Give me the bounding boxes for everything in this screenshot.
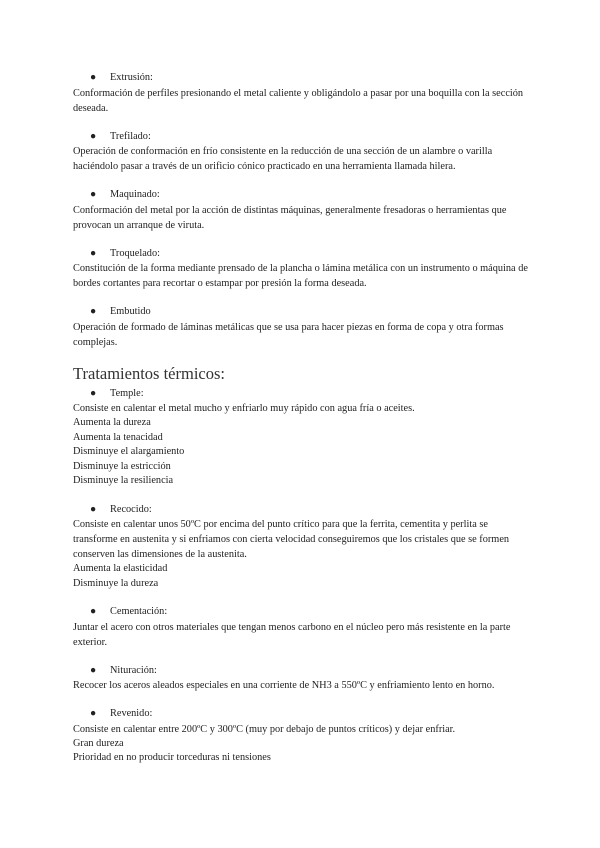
item-description: Recocer los aceros aleados especiales en una corriente de NH3 a 550ºC y enfriamiento lento en horno.	[73, 680, 495, 691]
effect-line: Gran dureza	[73, 737, 124, 749]
bullet-item	[73, 605, 533, 620]
bullet-item	[73, 305, 533, 320]
bullet-icon: ●	[90, 606, 97, 617]
process-extrusion	[73, 71, 533, 116]
item-title: Recocido:	[110, 503, 152, 515]
bullet-icon: ●	[90, 72, 97, 83]
process-trefilado	[73, 130, 533, 175]
item-title: Maquinado:	[110, 189, 160, 200]
item-description: Consiste en calentar el metal mucho y enfriarlo muy rápido con agua fría o aceites.	[73, 403, 415, 414]
treatment-nituracion	[73, 664, 533, 694]
item-description: Consiste en calentar entre 200ºC y 300ºC (muy por debajo de puntos críticos) y dejar enfriar.	[73, 723, 456, 735]
item-description: Conformación de perfiles presionando el metal caliente y obligándolo a pasar por una boquilla con la sección deseada.	[73, 87, 524, 114]
item-title: Trefilado:	[110, 130, 151, 142]
bullet-item	[73, 503, 533, 518]
bullet-item	[73, 130, 533, 145]
bullet-icon: ●	[90, 708, 97, 719]
process-troquelado	[73, 247, 533, 292]
treatment-temple	[73, 387, 533, 489]
treatment-recocido	[73, 503, 533, 592]
item-title: Temple:	[110, 387, 144, 399]
section-heading: Tratamientos térmicos:	[73, 363, 225, 383]
bullet-icon: ●	[90, 189, 97, 200]
effect-line: Prioridad en no producir torceduras ni tensiones	[73, 752, 271, 763]
item-title: Embutido	[110, 306, 151, 317]
effect-line: Aumenta la dureza	[73, 417, 151, 428]
item-title: Revenido:	[110, 708, 153, 719]
item-title: Cementación:	[110, 606, 168, 617]
bullet-icon: ●	[90, 130, 97, 142]
item-description: Operación de conformación en frío consistente en la reducción de una sección de un alambre o varilla haciéndolo pasar a través de un orificio cónico practicado en una herramienta llamada hilera.	[73, 146, 493, 172]
item-title: Troquelado:	[110, 247, 160, 259]
bullet-item	[73, 71, 533, 86]
document-content	[73, 71, 533, 780]
effect-line: Disminuye la dureza	[73, 577, 159, 589]
effect-line: Aumenta la tenacidad	[73, 431, 163, 443]
effect-line: Disminuye la resiliencia	[73, 475, 174, 486]
bullet-icon: ●	[90, 306, 97, 317]
effect-line: Aumenta la elasticidad	[73, 563, 168, 574]
bullet-icon: ●	[90, 387, 97, 399]
item-title: Extrusión:	[110, 72, 153, 83]
treatment-cementacion	[73, 605, 533, 650]
process-maquinado	[73, 188, 533, 233]
effect-line: Disminuye la estricción	[73, 460, 171, 472]
bullet-item	[73, 664, 533, 679]
item-description: Conformación del metal por la acción de distintas máquinas, generalmente fresadoras o herramientas que provocan un arranque de viruta.	[73, 204, 507, 231]
treatment-revenido	[73, 707, 533, 766]
item-description: Juntar el acero con otros materiales que tengan menos carbono en el núcleo pero más resistente en la parte exterior.	[73, 621, 511, 648]
item-description: Operación de formado de láminas metálicas que se usa para hacer piezas en forma de copa y otra formas complejas.	[73, 321, 504, 348]
item-title: Nituración:	[110, 664, 157, 676]
bullet-item	[73, 247, 533, 262]
effect-line: Disminuye el alargamiento	[73, 446, 185, 457]
bullet-icon: ●	[90, 664, 97, 676]
bullet-icon: ●	[90, 503, 97, 515]
item-description: Constitución de la forma mediante prensado de la plancha o lámina metálica con un instrumento o máquina de bordes cortantes para recortar o estampar por presión la forma deseada.	[73, 263, 528, 289]
bullet-item	[73, 188, 533, 203]
bullet-icon: ●	[90, 247, 97, 259]
bullet-item	[73, 387, 533, 402]
item-description: Consiste en calentar unos 50ºC por encima del punto crítico para que la ferrita, cementita y perlita se transforme en austenita y si enfriamos con cierta velocidad conseguiremos que los cristales que se formen conserven las dimensiones de la austenita.	[73, 519, 510, 560]
bullet-item	[73, 707, 533, 722]
process-embutido	[73, 305, 533, 350]
